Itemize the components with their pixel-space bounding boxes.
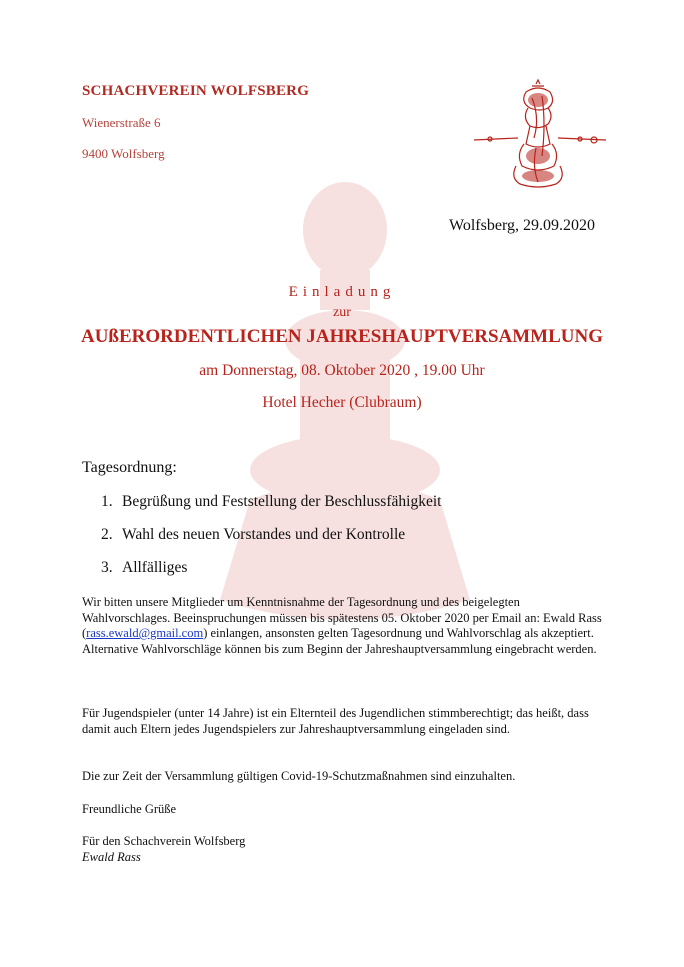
signoff-line: Für den Schachverein Wolfsberg [82, 834, 246, 848]
agenda-item: 1. Begrüßung und Feststellung der Beschlussfähigkeit [101, 493, 442, 510]
letter-date: Wolfsberg, 29.09.2020 [449, 217, 595, 234]
meeting-headline: AUßERORDENTLICHEN JAHRESHAUPTVERSAMMLUNG [80, 326, 604, 347]
youth-voting-paragraph: Für Jugendspieler (unter 14 Jahre) ist ein Elternteil des Jugendlichen stimmberechtigt; das heißt, dass damit auch Eltern jedes Jugendspielers zur Jahreshauptversammlung eingeladen sind. [82, 706, 589, 736]
objection-paragraph: Wir bitten unsere Mitglieder um Kenntnisnahme der Tagesordnung und des beigelegten Wahlvorschlages. Beeinspruchungen müssen bis spätestens 05. Oktober 2020 per Email an: Ewald Rass (rass.ewald@gmail.com) einlangen, ansonsten gelten Tagesordnung und Wahlvorschlag als akzeptiert. Alternative Wahlvorschläge können bis zum Beginn der Jahreshauptversammlung eingebracht werden. [82, 595, 602, 656]
greeting: Freundliche Grüße [82, 802, 177, 816]
city-address: 9400 Wolfsberg [82, 146, 165, 161]
covid-paragraph: Die zur Zeit der Versammlung gültigen Covid-19-Schutzmaßnahmen sind einzuhalten. [82, 769, 516, 783]
agenda-title: Tagesordnung: [82, 459, 177, 476]
agenda-list [101, 493, 441, 592]
email-link[interactable]: rass.ewald@gmail.com [86, 626, 204, 641]
chess-king-logo-icon [470, 78, 610, 198]
alternative-proposals-text: Alternative Wahlvorschläge können bis zum Beginn der Jahreshauptversammlung eingebracht werden. [82, 641, 597, 656]
signature-block [82, 834, 602, 865]
meeting-location: Hotel Hecher (Clubraum) [262, 394, 422, 411]
meeting-datetime: am Donnerstag, 08. Oktober 2020 , 19.00 Uhr [199, 362, 485, 379]
agenda-item: 3. Allfälliges [101, 559, 188, 576]
invitation-word: Einladung [288, 284, 396, 300]
club-name: SCHACHVEREIN WOLFSBERG [82, 83, 310, 99]
invitation-zur: zur [333, 305, 351, 320]
signature-name: Ewald Rass [82, 849, 141, 864]
agenda-item: 2. Wahl des neuen Vorstandes und der Kontrolle [101, 526, 406, 543]
street-address: Wienerstraße 6 [82, 115, 161, 130]
